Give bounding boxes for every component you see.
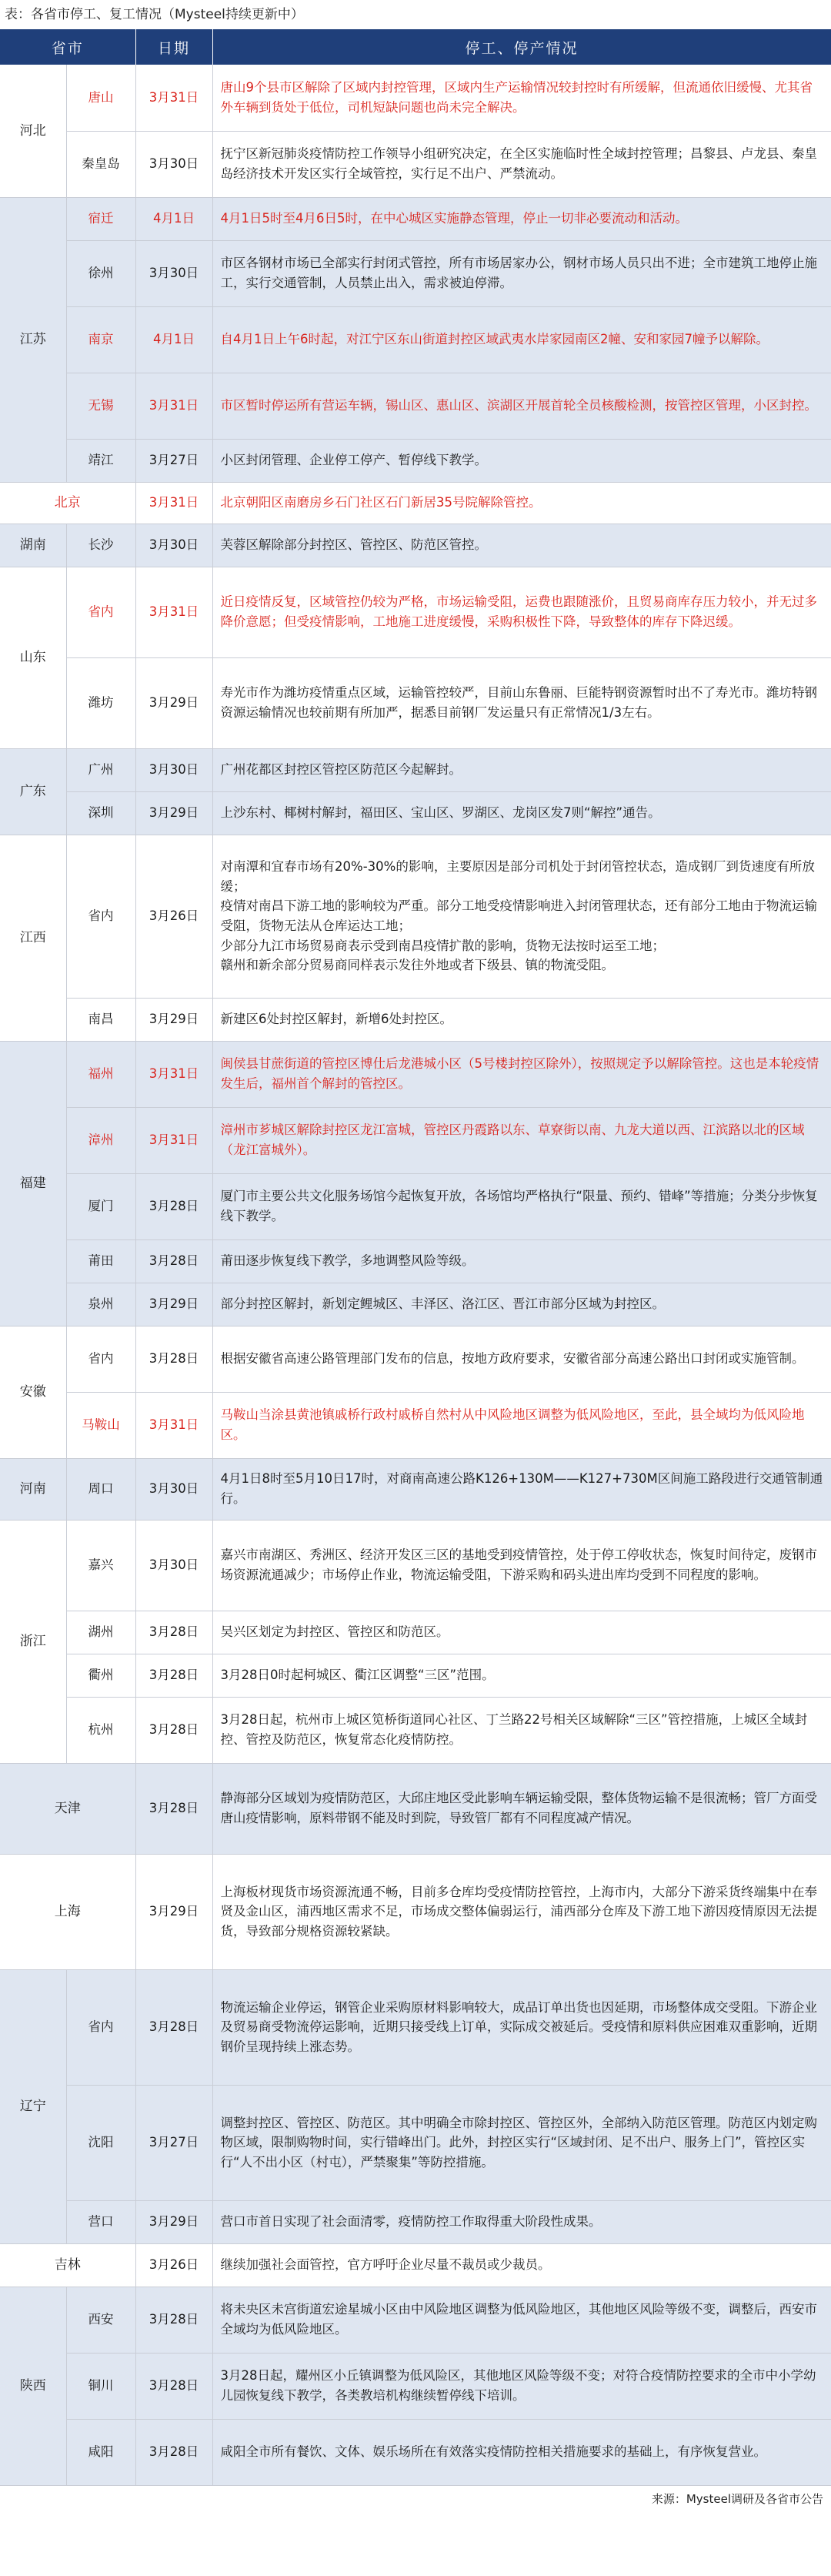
city-cell: 咸阳 xyxy=(66,2419,135,2485)
city-cell: 秦皇岛 xyxy=(66,131,135,197)
status-text-cell: 漳州市芗城区解除封控区龙江富城，管控区丹霞路以东、草寮街以南、九龙大道以西、江滨路以北的区域（龙江富城外）。 xyxy=(212,1107,831,1173)
table-row xyxy=(0,1854,831,1969)
city-cell: 长沙 xyxy=(66,524,135,567)
table-row xyxy=(0,1173,831,1239)
province-cell: 江苏 xyxy=(0,197,66,482)
date-cell: 4月1日 xyxy=(135,306,212,373)
date-cell: 3月26日 xyxy=(135,2243,212,2287)
date-cell: 4月1日 xyxy=(135,197,212,240)
table-row xyxy=(0,306,831,373)
table-row xyxy=(0,2243,831,2287)
header-province: 省市 xyxy=(0,29,135,65)
status-text-cell: 部分封控区解封，新划定鲤城区、丰泽区、洛江区、晋江市部分区域为封控区。 xyxy=(212,1283,831,1326)
table-row xyxy=(0,567,831,657)
status-text-cell: 上海板材现货市场资源流通不畅，目前多仓库均受疫情防控管控，上海市内，大部分下游采货终端集中在奉贤及金山区，浦西地区需求不足，市场成交整体偏弱运行，浦西部分仓库及下游工地下游因疫情原因无法提货，导致部分规格资源较紧缺。 xyxy=(212,1854,831,1969)
date-cell: 3月30日 xyxy=(135,240,212,306)
city-cell: 省内 xyxy=(66,835,135,998)
date-cell: 3月28日 xyxy=(135,1697,212,1763)
status-text-cell: 厦门市主要公共文化服务场馆今起恢复开放，各场馆均严格执行“限量、预约、错峰”等措施；分类分步恢复线下教学。 xyxy=(212,1173,831,1239)
table-row xyxy=(0,2287,831,2353)
header-status: 停工、停产情况 xyxy=(212,29,831,65)
city-cell: 杭州 xyxy=(66,1697,135,1763)
date-cell: 3月31日 xyxy=(135,482,212,524)
province-cell: 山东 xyxy=(0,567,66,748)
status-text-cell: 将未央区未宫街道宏途星城小区由中风险地区调整为低风险地区，其他地区风险等级不变，调整后，西安市全域均为低风险地区。 xyxy=(212,2287,831,2353)
date-cell: 3月28日 xyxy=(135,2419,212,2485)
table-row xyxy=(0,657,831,748)
status-text-cell: 调整封控区、管控区、防范区。其中明确全市除封控区、管控区外，全部纳入防范区管理。防范区内划定购物区域，限制购物时间，实行错峰出门。此外，封控区实行“区域封闭、足不出户、服务上门”，管控区实行“人不出小区（村屯），严禁聚集”等防控措施。 xyxy=(212,2085,831,2200)
province-cell: 河南 xyxy=(0,1458,66,1520)
date-cell: 3月30日 xyxy=(135,1520,212,1611)
table-row xyxy=(0,1520,831,1611)
status-text-cell: 4月1日8时至5月10日17时，对商南高速公路K126+130M——K127+730M区间施工路段进行交通管制通行。 xyxy=(212,1458,831,1520)
status-text-cell: 闽侯县甘蔗街道的管控区博仕后龙港城小区（5号楼封控区除外），按照规定予以解除管控。这也是本轮疫情发生后，福州首个解封的管控区。 xyxy=(212,1041,831,1107)
status-text-cell: 广州花都区封控区管控区防范区今起解封。 xyxy=(212,748,831,791)
city-cell: 衢州 xyxy=(66,1654,135,1697)
city-cell: 营口 xyxy=(66,2200,135,2243)
status-text-cell: 上沙东村、椰树村解封，福田区、宝山区、罗湖区、龙岗区发7则“解控”通告。 xyxy=(212,791,831,835)
status-text-cell: 北京朝阳区南磨房乡石门社区石门新居35号院解除管控。 xyxy=(212,482,831,524)
city-cell: 无锡 xyxy=(66,373,135,439)
date-cell: 3月29日 xyxy=(135,657,212,748)
city-cell: 南京 xyxy=(66,306,135,373)
table-row xyxy=(0,482,831,524)
city-cell: 潍坊 xyxy=(66,657,135,748)
city-cell: 沈阳 xyxy=(66,2085,135,2200)
table-row xyxy=(0,1326,831,1392)
source-note: 来源：Mysteel调研及各省市公告 xyxy=(651,2491,823,2506)
table-row xyxy=(0,524,831,567)
city-cell: 广州 xyxy=(66,748,135,791)
status-text-cell: 物流运输企业停运，钢管企业采购原材料影响较大，成品订单出货也因延期，市场整体成交受阻。下游企业及贸易商受物流停运影响，近期只接受线上订单，实际成交被延后。受疫情和原料供应困难双重影响，近期钢价呈现持续上涨态势。 xyxy=(212,1969,831,2085)
status-text-cell: 3月28日起，杭州市上城区笕桥街道同心社区、丁兰路22号相关区域解除“三区”管控措施，上城区全域封控、管控及防范区，恢复常态化疫情防控。 xyxy=(212,1697,831,1763)
status-text-cell: 嘉兴市南湖区、秀洲区、经济开发区三区的基地受到疫情管控，处于停工停收状态，恢复时间待定，废钢市场资源流通减少；市场停止作业，物流运输受阻，下游采购和码头进出库均受到不同程度的影响。 xyxy=(212,1520,831,1611)
status-text-cell: 4月1日5时至4月6日5时，在中心城区实施静态管理，停止一切非必要流动和活动。 xyxy=(212,197,831,240)
date-cell: 3月29日 xyxy=(135,791,212,835)
city-cell: 省内 xyxy=(66,1326,135,1392)
date-cell: 3月31日 xyxy=(135,1041,212,1107)
status-text-cell: 吴兴区划定为封控区、管控区和防范区。 xyxy=(212,1611,831,1654)
table-row xyxy=(0,1763,831,1854)
header-date: 日期 xyxy=(135,29,212,65)
table-row xyxy=(0,2085,831,2200)
city-cell: 省内 xyxy=(66,567,135,657)
table-row xyxy=(0,240,831,306)
city-cell: 铜川 xyxy=(66,2353,135,2419)
status-text-cell: 抚宁区新冠肺炎疫情防控工作领导小组研究决定，在全区实施临时性全域封控管理；昌黎县、卢龙县、秦皇岛经济技术开发区实行全域管控，实行足不出户、严禁流动。 xyxy=(212,131,831,197)
status-text-cell: 3月28日0时起柯城区、衢江区调整“三区”范围。 xyxy=(212,1654,831,1697)
table-row xyxy=(0,2353,831,2419)
city-cell: 湖州 xyxy=(66,1611,135,1654)
table-row xyxy=(0,1697,831,1763)
city-cell: 福州 xyxy=(66,1041,135,1107)
date-cell: 3月31日 xyxy=(135,1107,212,1173)
city-cell: 靖江 xyxy=(66,439,135,482)
table-row xyxy=(0,1041,831,1107)
status-text-cell: 咸阳全市所有餐饮、文体、娱乐场所在有效落实疫情防控相关措施要求的基础上，有序恢复营业。 xyxy=(212,2419,831,2485)
date-cell: 3月28日 xyxy=(135,2287,212,2353)
province-cell: 辽宁 xyxy=(0,1969,66,2243)
status-text-cell: 静海部分区域划为疫情防范区，大邱庄地区受此影响车辆运输受限，整体货物运输不是很流畅；管厂方面受唐山疫情影响，原料带钢不能及时到院，导致管厂都有不同程度减产情况。 xyxy=(212,1763,831,1854)
date-cell: 3月29日 xyxy=(135,998,212,1041)
table-row xyxy=(0,835,831,998)
date-cell: 3月31日 xyxy=(135,65,212,131)
date-cell: 3月28日 xyxy=(135,1969,212,2085)
table-row xyxy=(0,2200,831,2243)
date-cell: 3月26日 xyxy=(135,835,212,998)
status-text-cell: 市区各钢材市场已全部实行封闭式管控，所有市场居家办公，钢材市场人员只出不进；全市建筑工地停止施工，实行交通管制，人员禁止出入，需求被迫停滞。 xyxy=(212,240,831,306)
status-text-cell: 芙蓉区解除部分封控区、管控区、防范区管控。 xyxy=(212,524,831,567)
status-text-cell: 寿光市作为潍坊疫情重点区域，运输管控较严，目前山东鲁丽、巨能特钢资源暂时出不了寿光市。潍坊特钢资源运输情况也较前期有所加严，据悉目前钢厂发运量只有正常情况1/3左右。 xyxy=(212,657,831,748)
date-cell: 3月29日 xyxy=(135,2200,212,2243)
date-cell: 3月30日 xyxy=(135,524,212,567)
province-cell: 安徽 xyxy=(0,1326,66,1458)
date-cell: 3月30日 xyxy=(135,748,212,791)
city-cell: 徐州 xyxy=(66,240,135,306)
province-cell: 江西 xyxy=(0,835,66,1041)
city-cell: 厦门 xyxy=(66,1173,135,1239)
date-cell: 3月31日 xyxy=(135,373,212,439)
city-cell: 马鞍山 xyxy=(66,1392,135,1458)
city-cell: 宿迁 xyxy=(66,197,135,240)
province-status-table xyxy=(0,29,831,2486)
province-cell: 陕西 xyxy=(0,2287,66,2485)
status-text-cell: 继续加强社会面管控，官方呼吁企业尽量不裁员或少裁员。 xyxy=(212,2243,831,2287)
city-cell: 省内 xyxy=(66,1969,135,2085)
city-cell: 南昌 xyxy=(66,998,135,1041)
date-cell: 3月28日 xyxy=(135,1654,212,1697)
table-row xyxy=(0,1239,831,1283)
province-cell: 河北 xyxy=(0,65,66,197)
table-row xyxy=(0,1392,831,1458)
city-cell: 周口 xyxy=(66,1458,135,1520)
status-text-cell: 3月28日起，耀州区小丘镇调整为低风险区，其他地区风险等级不变；对符合疫情防控要求的全市中小学幼儿园恢复线下教学，各类教培机构继续暂停线下培训。 xyxy=(212,2353,831,2419)
status-text-cell: 自4月1日上午6时起，对江宁区东山街道封控区域武夷水岸家园南区2幢、安和家园7幢予以解除。 xyxy=(212,306,831,373)
table-title: 表：各省市停工、复工情况（Mysteel持续更新中） xyxy=(5,7,304,22)
table-row xyxy=(0,373,831,439)
date-cell: 3月28日 xyxy=(135,1239,212,1283)
status-text-cell: 马鞍山当涂县黄池镇戚桥行政村戚桥自然村从中风险地区调整为低风险地区，至此，县全域均为低风险地区。 xyxy=(212,1392,831,1458)
table-row xyxy=(0,1969,831,2085)
table-row xyxy=(0,197,831,240)
table-row xyxy=(0,65,831,131)
date-cell: 3月28日 xyxy=(135,2353,212,2419)
city-cell: 西安 xyxy=(66,2287,135,2353)
table-body xyxy=(0,65,831,2485)
date-cell: 3月31日 xyxy=(135,567,212,657)
table-row xyxy=(0,1611,831,1654)
table-row xyxy=(0,1458,831,1520)
table-row xyxy=(0,791,831,835)
date-cell: 3月31日 xyxy=(135,1392,212,1458)
status-text-cell: 莆田逐步恢复线下教学，多地调整风险等级。 xyxy=(212,1239,831,1283)
province-cell: 湖南 xyxy=(0,524,66,567)
province-cell: 浙江 xyxy=(0,1520,66,1763)
table-row xyxy=(0,1283,831,1326)
date-cell: 3月28日 xyxy=(135,1326,212,1392)
date-cell: 3月30日 xyxy=(135,131,212,197)
table-row xyxy=(0,131,831,197)
date-cell: 3月27日 xyxy=(135,2085,212,2200)
city-cell: 泉州 xyxy=(66,1283,135,1326)
date-cell: 3月28日 xyxy=(135,1763,212,1854)
province-cell: 广东 xyxy=(0,748,66,835)
province-cell: 上海 xyxy=(0,1854,135,1969)
city-cell: 唐山 xyxy=(66,65,135,131)
city-cell: 莆田 xyxy=(66,1239,135,1283)
status-text-cell: 对南潭和宜春市场有20%-30%的影响，主要原因是部分司机处于封闭管控状态，造成钢厂到货速度有所放缓； 疫情对南昌下游工地的影响较为严重。部分工地受疫情影响进入封闭管理状态，还有部分工地由于物流运输受阻，货物无法从仓库运达工地； 少部分九江市场贸易商表示受到南昌疫情扩散的影响，货物无法按时运至工地； 赣州和新余部分贸易商同样表示发往外地或者下级县、镇的物流受阻。 xyxy=(212,835,831,998)
status-text-cell: 根据安徽省高速公路管理部门发布的信息，按地方政府要求，安徽省部分高速公路出口封闭或实施管制。 xyxy=(212,1326,831,1392)
table-row xyxy=(0,2419,831,2485)
date-cell: 3月30日 xyxy=(135,1458,212,1520)
province-cell: 北京 xyxy=(0,482,135,524)
table-row xyxy=(0,1654,831,1697)
city-cell: 嘉兴 xyxy=(66,1520,135,1611)
province-cell: 吉林 xyxy=(0,2243,135,2287)
table-header-row xyxy=(0,29,831,65)
table-row xyxy=(0,1107,831,1173)
status-text-cell: 市区暂时停运所有营运车辆，锡山区、惠山区、滨湖区开展首轮全员核酸检测，按管控区管理，小区封控。 xyxy=(212,373,831,439)
status-text-cell: 小区封闭管理、企业停工停产、暂停线下教学。 xyxy=(212,439,831,482)
table-row xyxy=(0,998,831,1041)
status-text-cell: 新建区6处封控区解封，新增6处封控区。 xyxy=(212,998,831,1041)
city-cell: 漳州 xyxy=(66,1107,135,1173)
date-cell: 3月29日 xyxy=(135,1854,212,1969)
date-cell: 3月28日 xyxy=(135,1611,212,1654)
date-cell: 3月28日 xyxy=(135,1173,212,1239)
date-cell: 3月29日 xyxy=(135,1283,212,1326)
city-cell: 深圳 xyxy=(66,791,135,835)
province-cell: 天津 xyxy=(0,1763,135,1854)
status-text-cell: 近日疫情反复，区域管控仍较为严格，市场运输受阻，运费也跟随涨价，且贸易商库存压力较小，并无过多降价意愿；但受疫情影响，工地施工进度缓慢，采购积极性下降，导致整体的库存下降迟缓。 xyxy=(212,567,831,657)
status-text-cell: 营口市首日实现了社会面清零，疫情防控工作取得重大阶段性成果。 xyxy=(212,2200,831,2243)
date-cell: 3月27日 xyxy=(135,439,212,482)
table-row xyxy=(0,439,831,482)
table-row xyxy=(0,748,831,791)
province-cell: 福建 xyxy=(0,1041,66,1326)
status-text-cell: 唐山9个县市区解除了区域内封控管理，区域内生产运输情况较封控时有所缓解，但流通依旧缓慢、尤其省外车辆到货处于低位，司机短缺问题也尚未完全解决。 xyxy=(212,65,831,131)
